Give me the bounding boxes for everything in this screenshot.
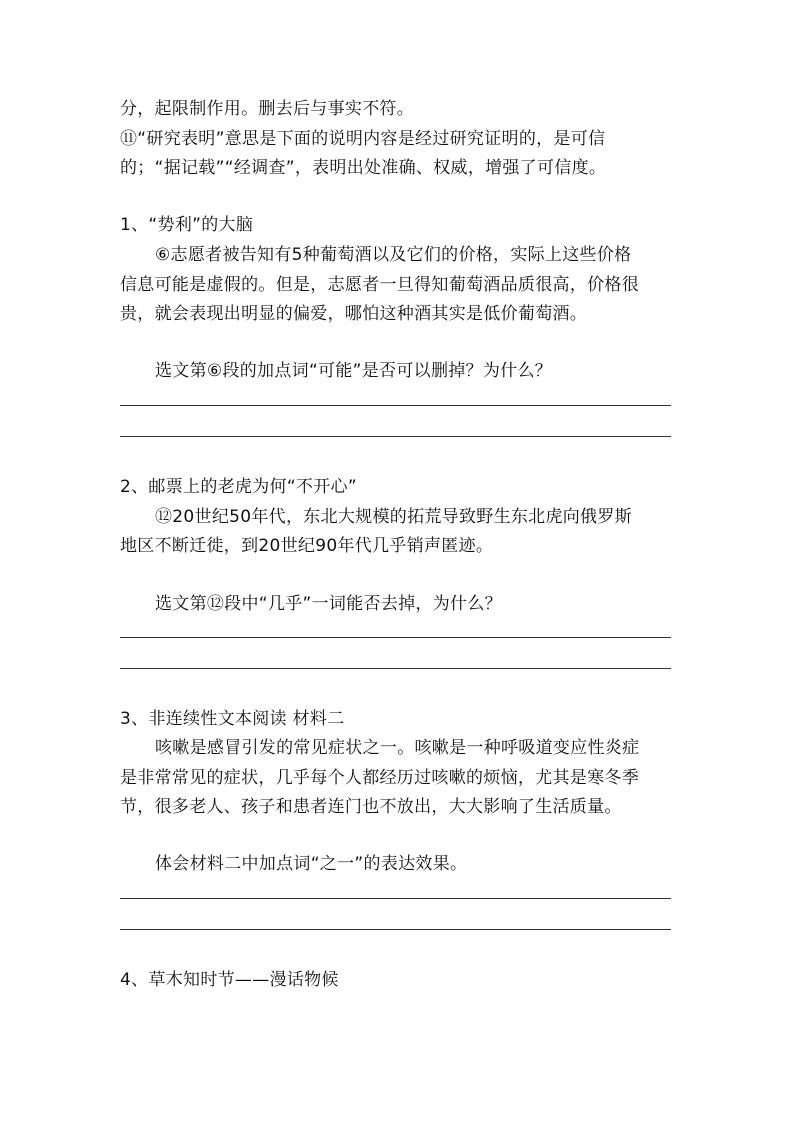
section2-paragraph-line-2: 地区不断迁徙，到20世纪90年代几乎销声匿迹。 (120, 536, 494, 556)
section1-answer-line-2[interactable] (120, 436, 671, 437)
section3-question: 体会材料二中加点词“之一”的表达效果。 (155, 854, 468, 874)
section1-paragraph-line-3: 贵，就会表现出明显的偏爱，哪怕这种酒其实是低价葡萄酒。 (120, 304, 588, 324)
section3-answer-line-1[interactable] (120, 898, 671, 899)
section2-heading: 2、邮票上的老虎为何“不开心” (120, 477, 357, 497)
section2-question: 选文第⑫段中“几乎”一词能否去掉，为什么？ (155, 594, 502, 614)
section1-heading: 1、“势利”的大脑 (120, 215, 254, 235)
section2-answer-line-1[interactable] (120, 637, 671, 638)
intro-line-2: ⑪“研究表明”意思是下面的说明内容是经过研究证明的，是可信 (120, 129, 606, 149)
section1-answer-line-1[interactable] (120, 405, 671, 406)
section1-question: 选文第⑥段的加点词“可能”是否可以删掉？为什么？ (155, 361, 553, 381)
section1-paragraph-line-2: 信息可能是虚假的。但是，志愿者一旦得知葡萄酒品质很高，价格很 (120, 275, 639, 295)
section4-heading: 4、草木知时节——漫话物候 (120, 970, 339, 990)
intro-line-3: 的；“据记载”“经调查”，表明出处准确、权威，增强了可信度。 (120, 158, 607, 178)
section3-paragraph-line-2: 是非常常见的症状，几乎每个人都经历过咳嗽的烦恼，尤其是寒冬季 (120, 768, 639, 788)
section3-paragraph-line-1: 咳嗽是感冒引发的常见症状之一。咳嗽是一种呼吸道变应性炎症 (155, 738, 640, 758)
section1-paragraph-line-1: ⑥志愿者被告知有5种葡萄酒以及它们的价格，实际上这些价格 (155, 245, 632, 265)
intro-line-1: 分，起限制作用。删去后与事实不符。 (120, 99, 415, 119)
section3-answer-line-2[interactable] (120, 929, 671, 930)
section3-paragraph-line-3: 节，很多老人、孩子和患者连门也不放出，大大影响了生活质量。 (120, 797, 622, 817)
section2-paragraph-line-1: ⑫20世纪50年代，东北大规模的拓荒导致野生东北虎向俄罗斯 (155, 507, 632, 527)
section3-heading: 3、非连续性文本阅读 材料二 (120, 709, 345, 729)
section2-answer-line-2[interactable] (120, 668, 671, 669)
